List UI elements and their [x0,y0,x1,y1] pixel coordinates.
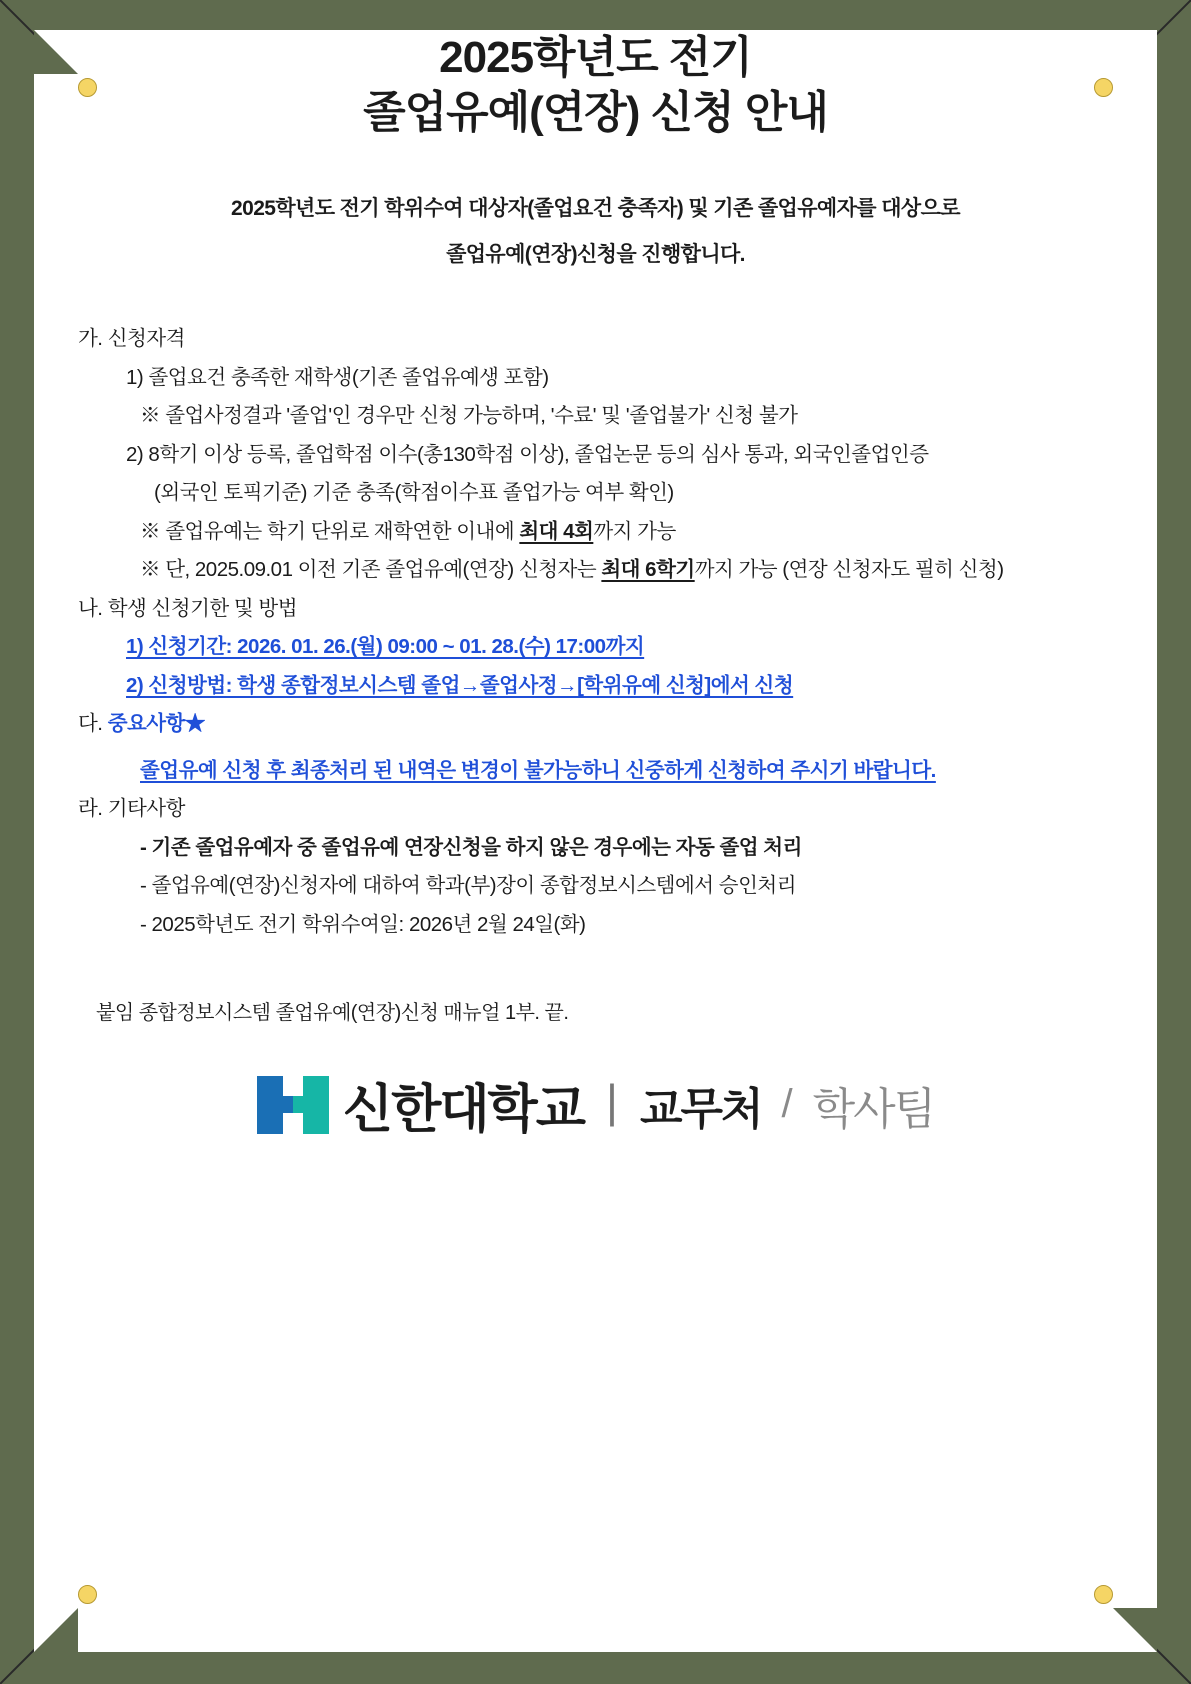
subtitle-line1: 2025학년도 전기 학위수여 대상자(졸업요건 충족자) 및 기존 졸업유예자를 대상으로 [231,197,960,220]
section-c-heading [78,705,1113,744]
section-c-heading-prefix: 다. [78,712,108,736]
section-d-heading: 라. 기타사항 [78,797,185,821]
poster-page [34,30,1157,1652]
section-d-item-3: - 2025학년도 전기 학위수여일: 2026년 2월 24일(화) [140,912,586,936]
page-title-line1: 2025학년도 전기 [439,33,752,82]
section-a-note-3-post: 까지 가능 (연장 신청자도 필히 신청) [694,558,1004,582]
section-d-item-1: - 기존 졸업유예자 중 졸업유예 연장신청을 하지 않은 경우에는 자동 졸업 처리 [140,835,802,859]
poster-content [34,30,1157,1652]
footer-logo [78,1067,1113,1142]
section-a-note-2-emphasis: 최대 4회 [519,519,594,543]
footer-slash: / [781,1082,793,1127]
footer-separator: | [606,1074,618,1127]
page-title-line2: 졸업유예(연장) 신청 안내 [363,88,828,137]
subtitle-block [78,186,1113,278]
subtitle-line2: 졸업유예(연장)신청을 진행합니다. [446,243,745,267]
section-a-note-1: ※ 졸업사정결과 '졸업'인 경우만 신청 가능하며, '수료' 및 '졸업불가' 신청 불가 [140,404,798,428]
section-a-note-2-post: 까지 가능 [593,519,676,543]
body-block [78,320,1113,944]
section-a-note-3-emphasis: 최대 6학기 [601,558,695,582]
section-a-item-1: 1) 졸업요건 충족한 재학생(기존 졸업유예생 포함) [126,365,549,389]
attachment-note: 붙임 종합정보시스템 졸업유예(연장)신청 매뉴얼 1부. 끝. [96,1002,569,1025]
department-name: 교무처 [639,1084,762,1134]
section-a-item-2-cont: (외국인 토픽기준) 기준 충족(학점이수표 졸업가능 여부 확인) [154,481,674,505]
section-c-heading-emphasis: 중요사항★ [107,712,205,736]
shinhan-logo-icon [257,1076,329,1134]
section-a-note-2-pre: ※ 졸업유예는 학기 단위로 재학연한 이내에 [140,519,520,543]
section-c-body: 졸업유예 신청 후 최종처리 된 내역은 변경이 불가능하니 신중하게 신청하여 주시기 바랍니다. [140,758,936,782]
section-a-item-2: 2) 8학기 이상 등록, 졸업학점 이수(총130학점 이상), 졸업논문 등의 심사 통과, 외국인졸업인증 [126,442,929,466]
section-b-item-2: 2) 신청방법: 학생 종합정보시스템 졸업→졸업사정→[학위유예 신청]에서 신청 [126,673,794,697]
section-a-heading: 가. 신청자격 [78,327,185,351]
section-d-item-2: - 졸업유예(연장)신청자에 대하여 학과(부)장이 종합정보시스템에서 승인처리 [140,874,797,898]
section-a-note-3-pre: ※ 단, 2025.09.01 이전 기존 졸업유예(연장) 신청자는 [140,558,602,582]
section-a-note-2 [78,513,1113,552]
section-a-note-3 [78,551,1113,590]
section-b-item-1: 1) 신청기간: 2026. 01. 26.(월) 09:00 ~ 01. 28.(수) 17:00까지 [126,635,645,659]
team-name: 학사팀 [812,1084,935,1134]
university-name: 신한대학교 [342,1081,585,1140]
section-b-heading: 나. 학생 신청기한 및 방법 [78,596,298,620]
